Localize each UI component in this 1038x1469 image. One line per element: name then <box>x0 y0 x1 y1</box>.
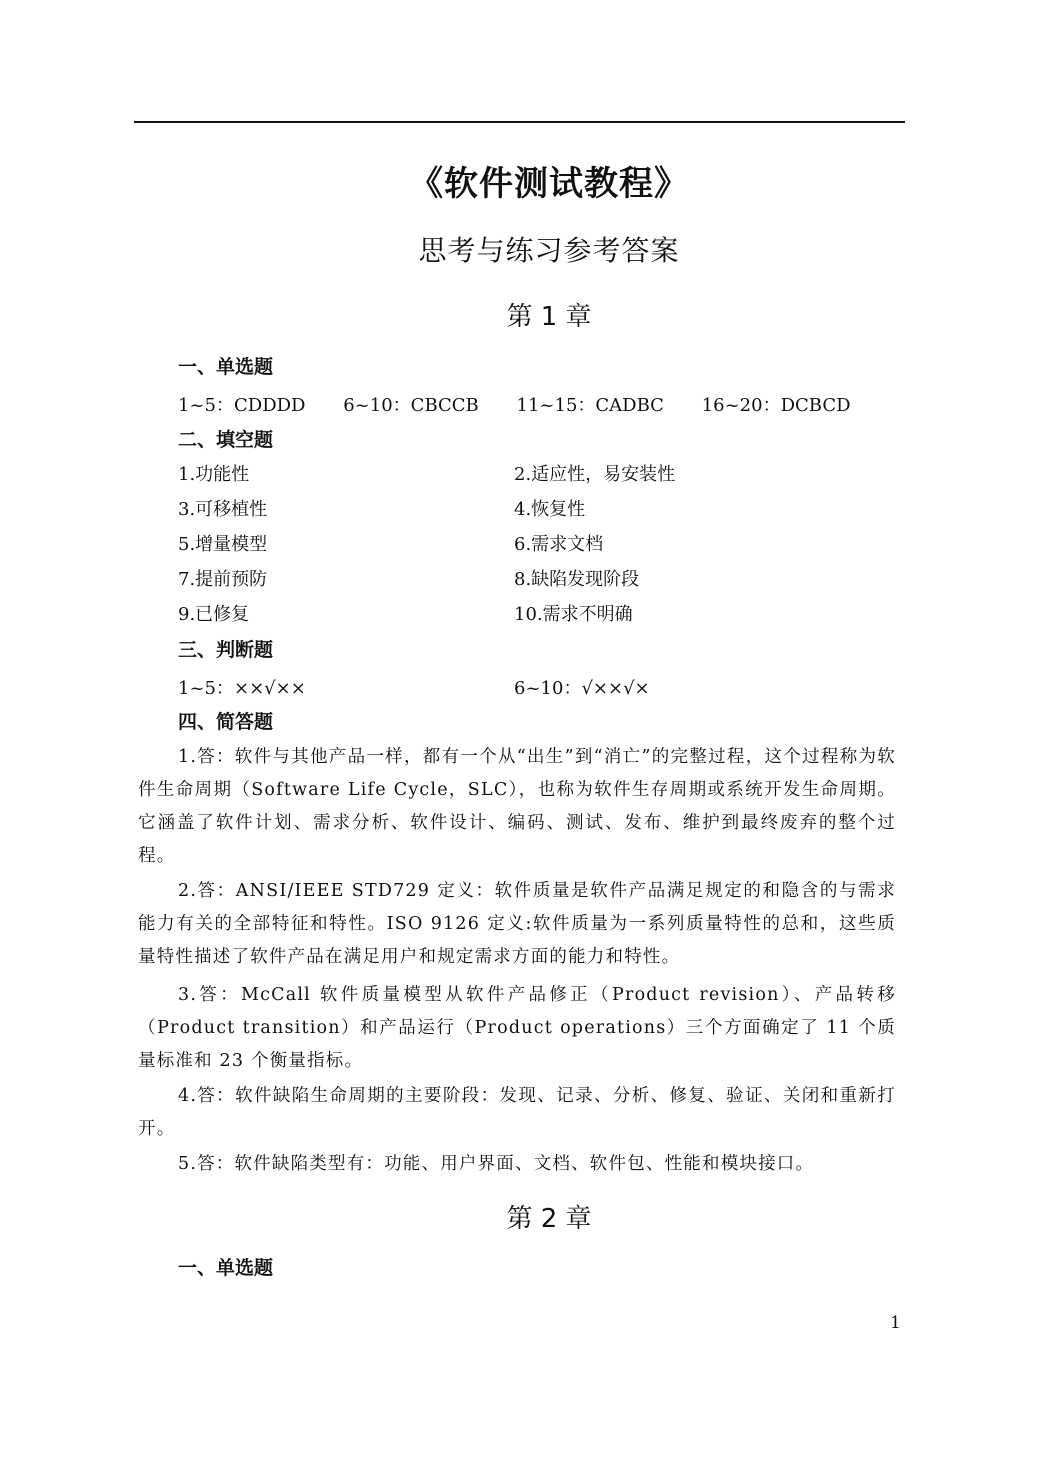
mcq-answer: 1~5：CDDDD <box>178 395 306 416</box>
section-single-choice: 一、单选题 <box>178 356 274 378</box>
fill-answer: 5.增量模型 <box>178 534 268 555</box>
fill-answer: 7.提前预防 <box>178 569 268 590</box>
chapter-2-section-single-choice: 一、单选题 <box>178 1257 274 1279</box>
header-rule <box>134 121 905 123</box>
single-choice-answers <box>178 391 883 417</box>
judge-answer: 1~5：××√×× <box>178 678 306 699</box>
chapter-2-heading: 第 2 章 <box>506 1204 592 1234</box>
fill-answer: 4.恢复性 <box>514 499 586 520</box>
fill-answer: 9.已修复 <box>178 604 250 625</box>
page-number: 1 <box>890 1313 901 1333</box>
document-subtitle: 思考与练习参考答案 <box>418 234 680 267</box>
mcq-answer: 16~20：DCBCD <box>701 395 851 416</box>
short-answer-4: 4.答：软件缺陷生命周期的主要阶段：发现、记录、分析、修复、验证、关闭和重新打开。 <box>138 1086 896 1139</box>
section-short-answer: 四、简答题 <box>178 711 274 733</box>
judge-answer: 6~10：√××√× <box>514 678 650 699</box>
mcq-answer: 11~15：CADBC <box>516 395 664 416</box>
fill-answer: 1.功能性 <box>178 464 250 485</box>
mcq-answer: 6~10：CBCCB <box>343 395 479 416</box>
fill-answer: 6.需求文档 <box>514 534 604 555</box>
document-title: 《软件测试教程》 <box>409 164 689 204</box>
section-fill-blank: 二、填空题 <box>178 429 274 451</box>
short-answer-3: 3.答：McCall 软件质量模型从软件产品修正（Product revision）、产品转移（Product transition）和产品运行（Product operations）三个方面确定了 11 个质量标准和 23 个衡量指标。 <box>138 985 896 1071</box>
fill-answer: 8.缺陷发现阶段 <box>514 569 640 590</box>
section-true-false: 三、判断题 <box>178 639 274 661</box>
short-answer-5: 5.答：软件缺陷类型有：功能、用户界面、文档、软件包、性能和模块接口。 <box>178 1154 815 1174</box>
chapter-1-heading: 第 1 章 <box>506 302 592 332</box>
short-answer-1: 1.答：软件与其他产品一样，都有一个从“出生”到“消亡”的完整过程，这个过程称为软件生命周期（Software Life Cycle，SLC），也称为软件生存周期或系统开发生命周期。它涵盖了软件计划、需求分析、软件设计、编码、测试、发布、维护到最终废弃的整个过程。 <box>138 747 896 866</box>
fill-answer: 10.需求不明确 <box>514 604 633 625</box>
short-answer-2: 2.答：ANSI/IEEE STD729 定义：软件质量是软件产品满足规定的和隐含的与需求能力有关的全部特征和特性。ISO 9126 定义:软件质量为一系列质量特性的总和，这些质量特性描述了软件产品在满足用户和规定需求方面的能力和特性。 <box>138 881 896 967</box>
fill-answer: 2.适应性，易安装性 <box>514 464 676 485</box>
fill-answer: 3.可移植性 <box>178 499 268 520</box>
